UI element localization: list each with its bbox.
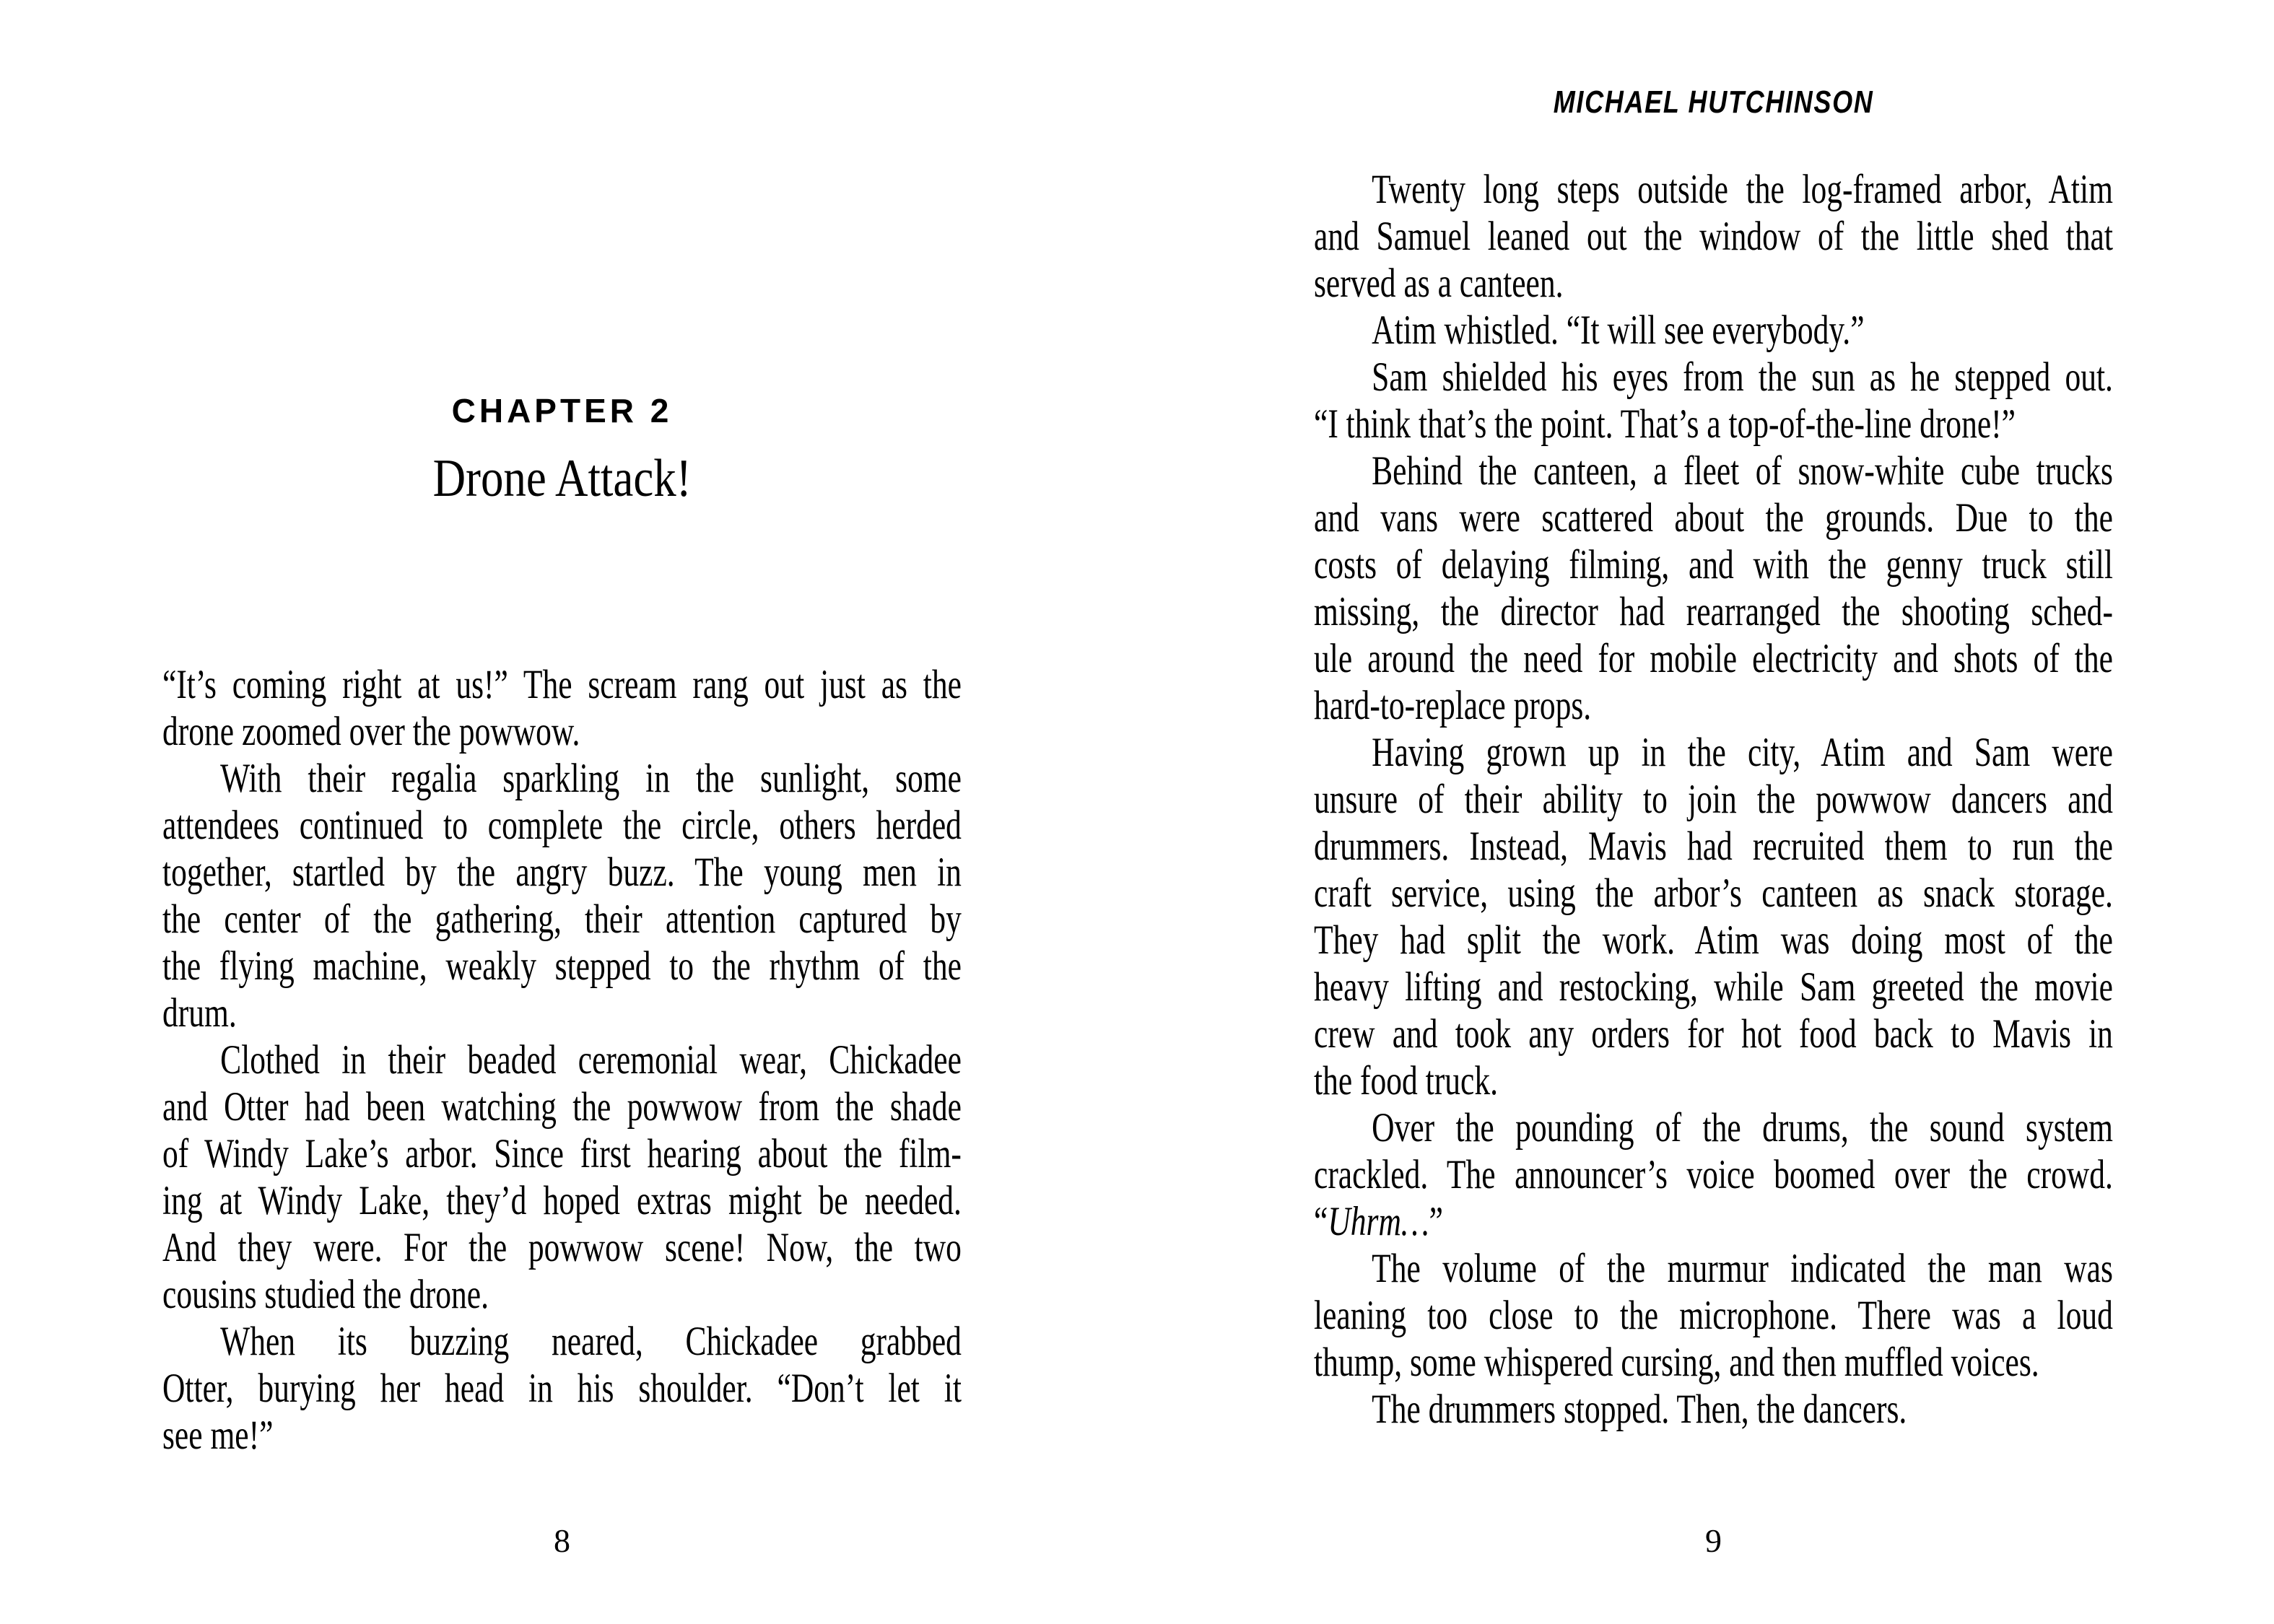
text-line: Over the pounding of the drums, the sound system [1372, 1105, 2113, 1151]
text-line: heavy lifting and restocking, while Sam greeted the movie [1314, 964, 2113, 1010]
text-line: “I think that’s the point. That’s a top-of-the-line drone!” [1314, 401, 2016, 447]
paragraph [162, 1036, 962, 1318]
text-line: drummers. Instead, Mavis had recruited them to run the [1314, 824, 2113, 869]
text-line: together, startled by the angry buzz. The young men in [162, 850, 962, 895]
text-line: ing at Windy Lake, they’d hoped extras might be needed. [162, 1178, 962, 1223]
paragraph [162, 1318, 962, 1459]
text-line: With their regalia sparkling in the sunlight, some [220, 756, 962, 801]
paragraph [1314, 1104, 2113, 1245]
quote-mark: “ [1314, 1199, 1328, 1244]
chapter-number-heading: CHAPTER 2 [451, 392, 673, 429]
right-page [1137, 0, 2274, 1624]
text-line: Atim whistled. “It will see everybody.” [1372, 307, 1865, 353]
paragraph [162, 755, 962, 1036]
paragraph [1314, 166, 2113, 307]
text-line: of Windy Lake’s arbor. Since first hearing about the film- [162, 1131, 962, 1176]
text-line: costs of delaying filming, and with the genny truck still [1314, 542, 2113, 588]
paragraph [1314, 729, 2113, 1104]
left-page-body [162, 661, 962, 1459]
text-line: missing, the director had rearranged the shooting sched- [1314, 589, 2113, 634]
running-header-text: MICHAEL HUTCHINSON [1553, 84, 1874, 120]
text-line: unsure of their ability to join the powwow dancers and [1314, 777, 2113, 822]
quote-mark: ” [1429, 1199, 1443, 1244]
running-header [1314, 83, 2113, 122]
paragraph [1314, 354, 2113, 448]
paragraph [162, 661, 962, 755]
text-line: the food truck. [1314, 1058, 1498, 1104]
text-line: “It’s coming right at us!” The scream rang out just as the [162, 662, 962, 707]
paragraph [1314, 307, 2113, 354]
text-line: and vans were scattered about the grounds. Due to the [1314, 495, 2113, 541]
text-line: hard-to-replace props. [1314, 683, 1592, 728]
text-line: Having grown up in the city, Atim and Sam were [1372, 730, 2113, 775]
text-line: Otter, burying her head in his shoulder. “Don’t let it [162, 1366, 962, 1411]
text-line: craft service, using the arbor’s canteen as snack storage. [1314, 870, 2113, 916]
text-line: crackled. The announcer’s voice boomed over the crowd. [1314, 1152, 2113, 1197]
text-line [1314, 1198, 2113, 1245]
left-page-number: 8 [554, 1522, 570, 1559]
left-page-text [162, 661, 962, 1459]
text-line: Behind the canteen, a fleet of snow-white cube trucks [1372, 448, 2113, 494]
text-line: leaning too close to the microphone. There was a loud [1314, 1293, 2113, 1338]
paragraph [1314, 1245, 2113, 1386]
text-line: The volume of the murmur indicated the man was [1372, 1246, 2113, 1291]
text-line: attendees continued to complete the circle, others herded [162, 803, 962, 848]
text-line: The drummers stopped. Then, the dancers. [1372, 1387, 1907, 1432]
right-page-column [1314, 0, 2113, 1624]
chapter-title-text: Drone Attack! [432, 449, 692, 508]
text-line: the flying machine, weakly stepped to the rhythm of the [162, 943, 962, 989]
text-line: Clothed in their beaded ceremonial wear, Chickadee [220, 1037, 962, 1083]
text-line: Twenty long steps outside the log-framed arbor, Atim [1372, 167, 2113, 212]
italic-word: Uhrm… [1328, 1199, 1429, 1244]
left-page-column [162, 0, 962, 1624]
paragraph [1314, 448, 2113, 729]
right-page-number: 9 [1705, 1522, 1722, 1559]
text-line: crew and took any orders for hot food back to Mavis in [1314, 1011, 2113, 1057]
text-line: They had split the work. Atim was doing most of the [1314, 917, 2113, 963]
text-line: and Otter had been watching the powwow from the shade [162, 1084, 962, 1130]
text-line: When its buzzing neared, Chickadee grabbed [220, 1319, 962, 1364]
text-line: thump, some whispered cursing, and then muffled voices. [1314, 1340, 2039, 1385]
text-line: served as a canteen. [1314, 261, 1564, 306]
right-page-body [1314, 166, 2113, 1433]
text-line: Sam shielded his eyes from the sun as he stepped out. [1372, 354, 2113, 400]
text-line: see me!” [162, 1413, 274, 1458]
text-line: drum. [162, 990, 237, 1036]
chapter-title [162, 446, 962, 511]
text-line: drone zoomed over the powwow. [162, 709, 580, 754]
text-line: And they were. For the powwow scene! Now, the two [162, 1225, 962, 1270]
right-page-text [1314, 166, 2113, 1433]
text-line: and Samuel leaned out the window of the little shed that [1314, 214, 2113, 259]
paragraph [1314, 1386, 2113, 1433]
text-line: the center of the gathering, their attention captured by [162, 896, 962, 942]
text-line: ule around the need for mobile electricity and shots of the [1314, 636, 2113, 681]
text-line: cousins studied the drone. [162, 1272, 489, 1317]
